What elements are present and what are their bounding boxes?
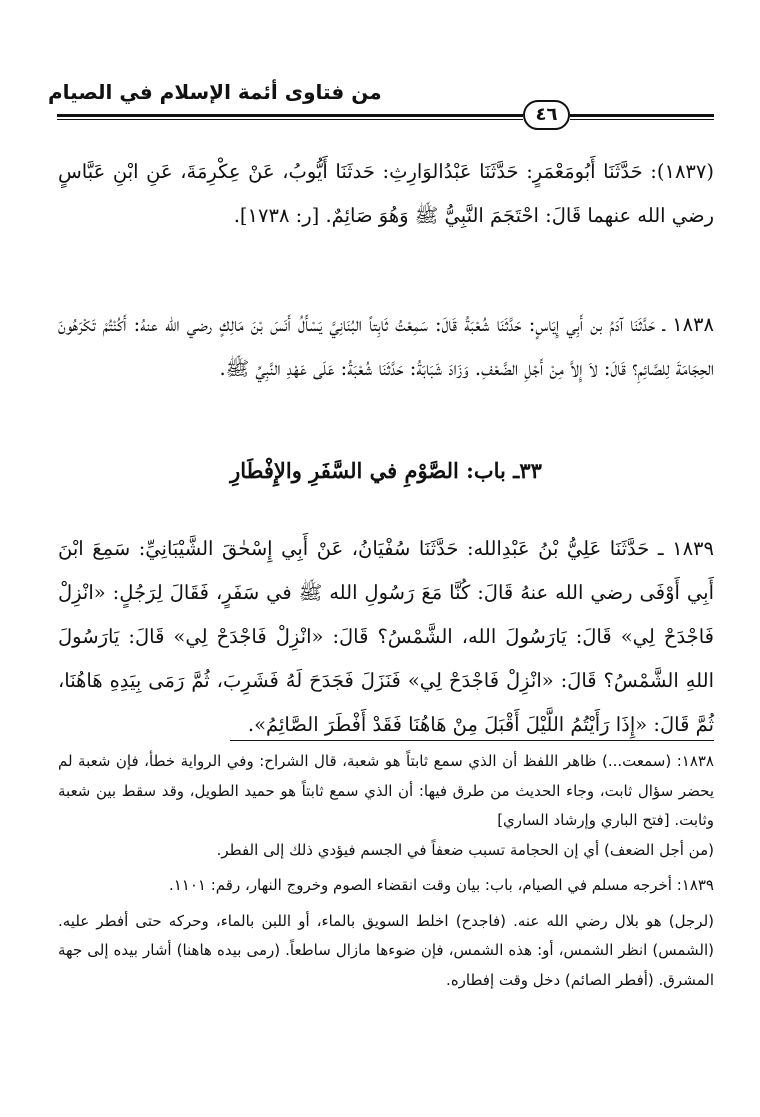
footnote-1838: ١٨٣٨: (سمعت...) ظاهر اللفظ أن الذي سمع ثابتاً هو شعبة، قال الشراح: وفي الرواية خطأ، فإن شعبة لم يحضر سؤال ثابت، وجاء الحديث من طرق فيها: أن الذي سمع ثابتاً هو حميد الطويل، وقد سقط بين شعبة وثابت. [فتح الباري وإرشاد الساري] (58, 752, 714, 829)
header-rule-thin (57, 119, 523, 120)
header-rule-right-thin (570, 119, 714, 120)
running-title: من فتاوى أئمة الإسلام في الصيام (48, 80, 382, 104)
hadith-1837-text: (١٨٣٧): حَدَّثَنَا أَبُومَعْمَرٍ: حَدَّثَنَا عَبْدُالوَارِثِ: حَدثَنَا أَيُّوبُ، عَنْ عِكْرِمَةَ، عَنِ ابْنِ عَبَّاسٍ رضي الله عنهما قَالَ: احْتَجَمَ النَّبِيُّ ﷺ وَهُوَ صَائِمٌ. [ر: ١٧٣٨]. (58, 160, 714, 227)
footnotes (58, 747, 714, 995)
footnote-1839: ١٨٣٩: أخرجه مسلم في الصيام، باب: بيان وقت انقضاء الصوم وخروج النهار، رقم: ١١٠١. (168, 876, 714, 894)
hadith-1838-text: ١٨٣٨ ـ حَدَّثَنَا آدَمُ بن أَبِي إِيَاسٍ: حَدَّثَنَا شُعْبَةُ قَالَ: سَمِعْتُ ثَابِتاً البُنَانِيَّ يَسْأَلُ أَنَسَ بْنَ مَالِكٍ رضي الله عنهُ: أَكُنْتُمْ تَكْرَهُونَ الحِجَامَةَ لِلصَّائِمِ؟ قَالَ: لاَ إِلاَّ مِنْ أَجْلِ الضَّعْفِ. وَزَادَ شَبَابَةُ: حَدَّثَنَا شُعْبَةُ: عَلَى عَهْدِ النَّبِيِّ ﷺ. (58, 313, 714, 380)
page-number: ٤٦ (523, 100, 570, 130)
chapter-heading: ٣٣ـ باب: الصَّوْمِ في السَّفَرِ والإِفْطَارِ (230, 458, 542, 483)
header-rule (57, 114, 523, 117)
footnote-separator (230, 740, 714, 741)
hadith-1838 (58, 303, 714, 391)
hadith-1837 (58, 150, 714, 238)
footnote-1838-b: (من أجل الضعف) أي إن الحجامة تسبب ضعفاً في الجسم فيؤدي ذلك إلى الفطر. (216, 840, 714, 859)
hadith-1839 (58, 527, 714, 747)
hadith-1839-text: ١٨٣٩ ـ حَدَّثَنَا عَلِيُّ بْنُ عَبْدِالله: حَدَّثَنَا سُفْيَانُ، عَنْ أَبِي إِسْحٰقَ الشَّيْبَانِيِّ: سَمِعَ ابْنَ أَبِي أَوْفَى رضي الله عنهُ قَالَ: كُنَّا مَعَ رَسُولِ الله ﷺ في سَفَرٍ، فَقَالَ لِرَجُلٍ: «انْزِلْ فَاجْدَحْ لِي» قَالَ: يَارَسُولَ الله، الشَّمْسُ؟ قَالَ: «انْزِلْ فَاجْدَحْ لِي» قَالَ: يَارَسُولَ اللهِ الشَّمْسُ؟ قَالَ: «انْزِلْ فَاجْدَحْ لِي» فَنَزَلَ فَجَدَحَ لَهُ فَشَرِبَ، ثُمَّ رَمَى بِيَدِهِ هَاهُنَا، ثُمَّ قَالَ: «إِذَا رَأَيْتُمُ اللَّيْلَ أَقْبَلَ مِنْ هَاهُنَا فَقَدْ أَفْطَرَ الصَّائِمُ». (58, 537, 714, 736)
header-rule-right (570, 114, 714, 117)
footnote-1839-b: (لرجل) هو بلال رضي الله عنه. (فاجدح) اخلط السويق بالماء، أو اللبن بالماء، وحركه حتى أفطر عليه. (الشمس) انظر الشمس، أو: هذه الشمس، فإن ضوءها مازال ساطعاً. (رمى بيده هاهنا) أشار بيده إلى جهة المشرق. (أفطر الصائم) دخل وقت إفطاره. (58, 911, 714, 989)
